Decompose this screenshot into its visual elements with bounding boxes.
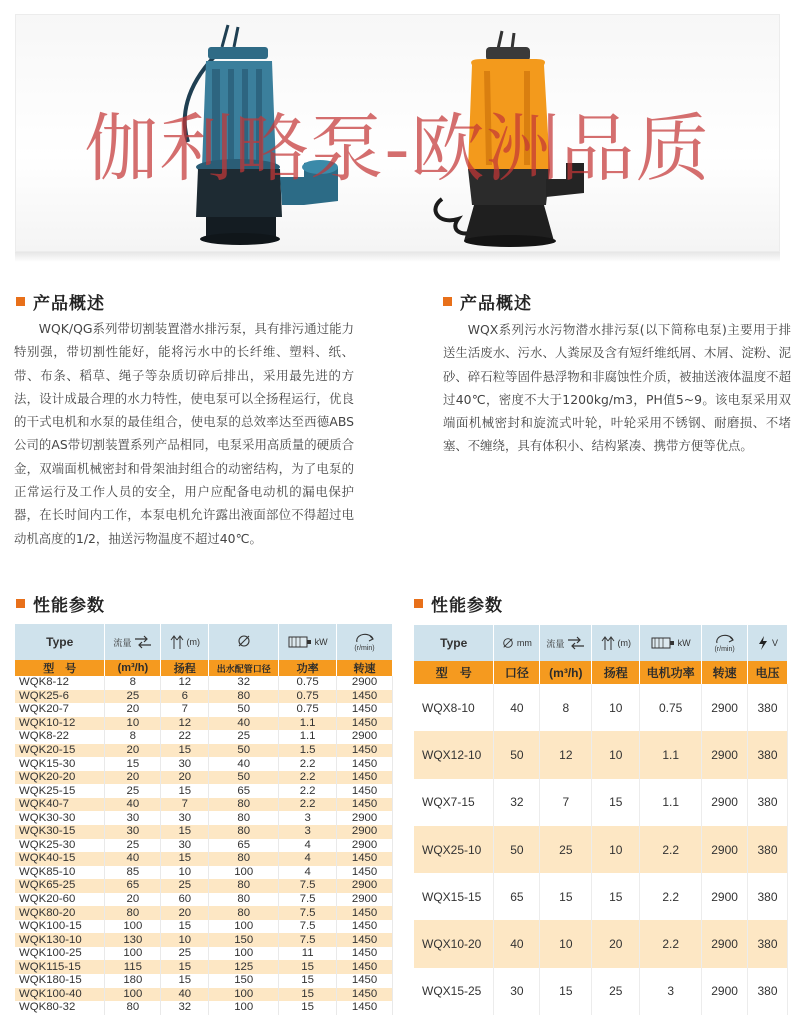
col-power: 功率 [279,660,337,676]
value-cell: 25 [592,968,640,1015]
model-cell: WQX15-15 [414,873,494,920]
bore-header [209,624,279,660]
value-cell: 15 [161,960,209,974]
product-banner [15,14,780,252]
value-cell: 2.2 [279,784,337,798]
value-cell: 80 [209,798,279,812]
value-cell: 15 [540,873,592,920]
table-row [15,811,393,825]
value-cell: 4 [279,852,337,866]
value-cell: 40 [105,852,161,866]
value-cell: 7 [161,798,209,812]
value-cell: 380 [748,873,788,920]
heading-marker [414,599,423,608]
diameter-icon [502,637,514,649]
value-cell: 1450 [337,717,393,731]
value-cell: 0.75 [279,676,337,690]
value-cell: 10 [161,933,209,947]
col-flow: (m³/h) [540,661,592,684]
table-row [15,730,393,744]
value-cell: 10 [592,826,640,873]
value-cell: 100 [209,920,279,934]
value-cell: 2900 [702,826,748,873]
head-arrow-icon [170,634,184,650]
lightning-icon [757,635,769,651]
value-cell: 32 [161,1001,209,1015]
model-cell: WQK8-12 [15,676,105,690]
value-cell: 0.75 [640,684,702,731]
value-cell: 22 [161,730,209,744]
speed-header: (r/min) [702,625,748,661]
value-cell: 1450 [337,988,393,1002]
value-cell: 25 [105,784,161,798]
value-cell: 20 [592,920,640,967]
value-cell: 2.2 [640,826,702,873]
table-row [15,825,393,839]
value-cell: 50 [209,703,279,717]
value-cell: 1450 [337,784,393,798]
table-row [15,1001,393,1015]
value-cell: 12 [540,731,592,778]
model-cell: WQK130-10 [15,933,105,947]
value-cell: 130 [105,933,161,947]
value-cell: 40 [161,988,209,1002]
heading-marker [16,297,25,306]
heading-marker [443,297,452,306]
value-cell: 1450 [337,852,393,866]
speed-header: (r/min) [337,624,393,660]
value-cell: 12 [161,676,209,690]
model-cell: WQK100-25 [15,947,105,961]
value-cell: 2.2 [279,771,337,785]
model-cell: WQX7-15 [414,779,494,826]
value-cell: 6 [161,690,209,704]
value-cell: 65 [105,879,161,893]
model-cell: WQK25-6 [15,690,105,704]
flow-icon [134,635,152,649]
value-cell: 2.2 [640,920,702,967]
value-cell: 20 [105,744,161,758]
model-cell: WQK85-10 [15,866,105,880]
value-cell: 115 [105,960,161,974]
column-header-row [15,660,393,676]
table-row [15,933,393,947]
value-cell: 3 [279,811,337,825]
table-row [414,968,788,1015]
left-params-heading [16,592,105,614]
value-cell: 25 [105,839,161,853]
value-cell: 7.5 [279,879,337,893]
col-model: 型 号 [15,660,105,676]
value-cell: 7 [540,779,592,826]
table-row [15,703,393,717]
value-cell: 80 [105,1001,161,1015]
model-cell: WQK40-7 [15,798,105,812]
value-cell: 60 [161,893,209,907]
value-cell: 1.1 [279,717,337,731]
model-cell: WQK20-7 [15,703,105,717]
value-cell: 1450 [337,1001,393,1015]
column-header-row [414,661,788,684]
model-cell: WQX15-25 [414,968,494,1015]
value-cell: 2900 [337,893,393,907]
model-cell: WQK8-22 [15,730,105,744]
value-cell: 15 [279,1001,337,1015]
col-head: 扬程 [592,661,640,684]
value-cell: 2900 [337,676,393,690]
value-cell: 30 [161,839,209,853]
value-cell: 25 [209,730,279,744]
value-cell: 10 [592,731,640,778]
value-cell: 15 [105,757,161,771]
value-cell: 25 [540,826,592,873]
value-cell: 380 [748,684,788,731]
model-cell: WQX12-10 [414,731,494,778]
value-cell: 2.2 [279,757,337,771]
value-cell: 25 [105,690,161,704]
value-cell: 1.5 [279,744,337,758]
model-cell: WQX8-10 [414,684,494,731]
motor-icon [288,635,312,649]
model-cell: WQK15-30 [15,757,105,771]
model-cell: WQX25-10 [414,826,494,873]
value-cell: 1450 [337,933,393,947]
value-cell: 2900 [702,920,748,967]
value-cell: 180 [105,974,161,988]
value-cell: 30 [161,811,209,825]
value-cell: 100 [209,1001,279,1015]
value-cell: 2900 [702,684,748,731]
value-cell: 1.1 [640,731,702,778]
table-row [15,839,393,853]
value-cell: 15 [161,784,209,798]
icon-header-row [15,624,393,660]
value-cell: 7.5 [279,920,337,934]
value-cell: 4 [279,866,337,880]
value-cell: 65 [494,873,540,920]
value-cell: 2.2 [279,798,337,812]
icon-header-row [414,625,788,661]
value-cell: 2900 [702,779,748,826]
value-cell: 85 [105,866,161,880]
voltage-header: V [748,625,788,661]
head-header: (m) [161,624,209,660]
wqx-performance-table [414,625,788,1015]
value-cell: 10 [592,684,640,731]
value-cell: 80 [209,893,279,907]
value-cell: 100 [105,920,161,934]
value-cell: 15 [592,779,640,826]
table-row [15,879,393,893]
right-params-title: 性能参数 [431,595,503,616]
model-cell: WQK25-15 [15,784,105,798]
banner-shadow [15,252,780,262]
rotation-icon [714,634,736,646]
right-overview-heading [443,290,532,312]
value-cell: 380 [748,826,788,873]
value-cell: 25 [161,947,209,961]
table-row [15,974,393,988]
value-cell: 25 [161,879,209,893]
col-power: 电机功率 [640,661,702,684]
value-cell: 150 [209,933,279,947]
table-row [414,826,788,873]
value-cell: 150 [209,974,279,988]
col-head: 扬程 [161,660,209,676]
col-model: 型 号 [414,661,494,684]
value-cell: 30 [494,968,540,1015]
left-overview-heading [16,290,105,312]
value-cell: 7 [161,703,209,717]
table-row [15,798,393,812]
value-cell: 40 [494,684,540,731]
heading-marker [16,599,25,608]
value-cell: 50 [209,744,279,758]
model-cell: WQK65-25 [15,879,105,893]
table-row [15,744,393,758]
motor-icon [651,636,675,650]
value-cell: 11 [279,947,337,961]
left-params-title: 性能参数 [33,595,105,616]
value-cell: 15 [279,974,337,988]
table-row [15,893,393,907]
value-cell: 15 [161,920,209,934]
value-cell: 4 [279,839,337,853]
value-cell: 1450 [337,757,393,771]
value-cell: 80 [209,811,279,825]
value-cell: 20 [105,771,161,785]
model-cell: WQK180-15 [15,974,105,988]
head-arrow-icon [601,635,615,651]
head-header: (m) [592,625,640,661]
table-row [414,779,788,826]
power-header: kW [279,624,337,660]
table-row [414,873,788,920]
value-cell: 2900 [337,879,393,893]
value-cell: 0.75 [279,690,337,704]
col-bore: 口径 [494,661,540,684]
value-cell: 40 [494,920,540,967]
value-cell: 80 [209,906,279,920]
flow-icon [567,636,585,650]
value-cell: 80 [209,825,279,839]
table-row [15,771,393,785]
table-row [414,684,788,731]
value-cell: 50 [494,826,540,873]
model-cell: WQK40-15 [15,852,105,866]
bore-header: mm [494,625,540,661]
value-cell: 100 [209,947,279,961]
table-row [15,717,393,731]
value-cell: 100 [105,988,161,1002]
value-cell: 2900 [702,873,748,920]
value-cell: 30 [105,825,161,839]
value-cell: 1450 [337,771,393,785]
left-overview-text: WQK/QG系列带切割装置潜水排污泵，具有排污通过能力特别强，带切割性能好，能将污水中的长纤维、塑料、纸、带、布条、稻草、绳子等杂质切碎后排出，采用最先进的方法，设计成最合理的水力特性，使电泵可以全扬程运行，优良的干式电机和水泵的最佳组合，使电泵的总效率达至西德ABS公司的AS带切割装置系列产品相同，电泵采用高质量的硬质合金，双端面机械密封和骨架油封组合的动密结构，为了电泵的正常运行及工作人员的安全，用户应配备电动机的漏电保护器，在长时间内工作，本泵电机允许露出液面部位不得超过电动机高度的1/2，抽送污物温度不超过40℃。 [14,321,354,546]
table-row [15,757,393,771]
table-row [15,690,393,704]
value-cell: 20 [105,893,161,907]
table-row [15,784,393,798]
value-cell: 1450 [337,906,393,920]
value-cell: 125 [209,960,279,974]
brand-watermark: 伽利略泵-欧洲品质 [84,106,711,192]
table-row [15,852,393,866]
model-cell: WQX10-20 [414,920,494,967]
value-cell: 8 [105,676,161,690]
value-cell: 7.5 [279,933,337,947]
value-cell: 3 [640,968,702,1015]
table-row [15,906,393,920]
value-cell: 10 [540,920,592,967]
value-cell: 15 [161,825,209,839]
model-cell: WQK30-15 [15,825,105,839]
model-cell: WQK20-60 [15,893,105,907]
value-cell: 80 [209,852,279,866]
model-cell: WQK20-20 [15,771,105,785]
value-cell: 40 [209,717,279,731]
model-cell: WQK80-20 [15,906,105,920]
col-voltage: 电压 [748,661,788,684]
value-cell: 15 [279,988,337,1002]
value-cell: 1450 [337,960,393,974]
right-overview-text: WQX系列污水污物潜水排污泵(以下简称电泵)主要用于排送生活废水、污水、人粪尿及含有短纤维纸屑、木屑、淀粉、泥砂、碎石粒等固件悬浮物和非腐蚀性介质，被抽送液体温度不超过40℃，密度不大于1200kg/m3，PH值5~9。该电泵采用双端面机械密封和旋流式叶轮，叶轮采用不锈钢、耐磨损、不堵塞、不缠绕，具有体积小、结构紧凑、携带方便等优点。 [443,322,791,454]
value-cell: 3 [279,825,337,839]
value-cell: 7.5 [279,893,337,907]
right-params-heading [414,592,503,614]
value-cell: 30 [105,811,161,825]
value-cell: 100 [105,947,161,961]
type-header: Type [15,624,105,660]
value-cell: 2900 [337,839,393,853]
model-cell: WQK20-15 [15,744,105,758]
value-cell: 40 [105,798,161,812]
value-cell: 380 [748,920,788,967]
table-row [15,947,393,961]
value-cell: 65 [209,839,279,853]
value-cell: 1450 [337,690,393,704]
value-cell: 15 [279,960,337,974]
value-cell: 1450 [337,866,393,880]
value-cell: 1450 [337,947,393,961]
value-cell: 20 [161,771,209,785]
value-cell: 1450 [337,703,393,717]
value-cell: 1450 [337,744,393,758]
value-cell: 100 [209,988,279,1002]
model-cell: WQK100-15 [15,920,105,934]
value-cell: 1450 [337,798,393,812]
type-header: Type [414,625,494,661]
flow-header: 流量 [540,625,592,661]
value-cell: 380 [748,968,788,1015]
value-cell: 8 [105,730,161,744]
value-cell: 1450 [337,974,393,988]
value-cell: 10 [105,717,161,731]
value-cell: 10 [161,866,209,880]
value-cell: 1450 [337,920,393,934]
value-cell: 1.1 [640,779,702,826]
value-cell: 40 [209,757,279,771]
col-bore: 出水配管口径 [209,660,279,676]
value-cell: 20 [161,906,209,920]
model-cell: WQK25-30 [15,839,105,853]
value-cell: 100 [209,866,279,880]
model-cell: WQK80-32 [15,1001,105,1015]
model-cell: WQK30-30 [15,811,105,825]
value-cell: 8 [540,684,592,731]
table-row [414,731,788,778]
value-cell: 30 [161,757,209,771]
model-cell: WQK10-12 [15,717,105,731]
table-row [15,988,393,1002]
value-cell: 2900 [702,968,748,1015]
table-row [15,866,393,880]
value-cell: 65 [209,784,279,798]
value-cell: 15 [592,873,640,920]
power-header: kW [640,625,702,661]
value-cell: 12 [161,717,209,731]
value-cell: 15 [161,744,209,758]
value-cell: 2.2 [640,873,702,920]
value-cell: 15 [540,968,592,1015]
value-cell: 0.75 [279,703,337,717]
value-cell: 380 [748,779,788,826]
value-cell: 7.5 [279,906,337,920]
model-cell: WQK115-15 [15,960,105,974]
value-cell: 50 [209,771,279,785]
value-cell: 32 [494,779,540,826]
table-row [15,676,393,690]
value-cell: 2900 [337,730,393,744]
value-cell: 380 [748,731,788,778]
model-cell: WQK100-40 [15,988,105,1002]
col-speed: 转速 [337,660,393,676]
table-row [15,920,393,934]
value-cell: 2900 [337,811,393,825]
value-cell: 2900 [702,731,748,778]
wqk-performance-table [15,624,393,1015]
value-cell: 15 [161,974,209,988]
value-cell: 2900 [337,825,393,839]
right-overview-title: 产品概述 [460,293,532,314]
value-cell: 20 [105,703,161,717]
rotation-icon [354,633,376,645]
table-row [414,920,788,967]
col-speed: 转速 [702,661,748,684]
value-cell: 15 [161,852,209,866]
value-cell: 32 [209,676,279,690]
value-cell: 50 [494,731,540,778]
left-overview-title: 产品概述 [33,293,105,314]
value-cell: 80 [209,879,279,893]
diameter-icon [237,634,251,648]
value-cell: 1.1 [279,730,337,744]
table-row [15,960,393,974]
flow-header: 流量 [105,624,161,660]
col-flow: (m³/h) [105,660,161,676]
value-cell: 80 [105,906,161,920]
value-cell: 80 [209,690,279,704]
